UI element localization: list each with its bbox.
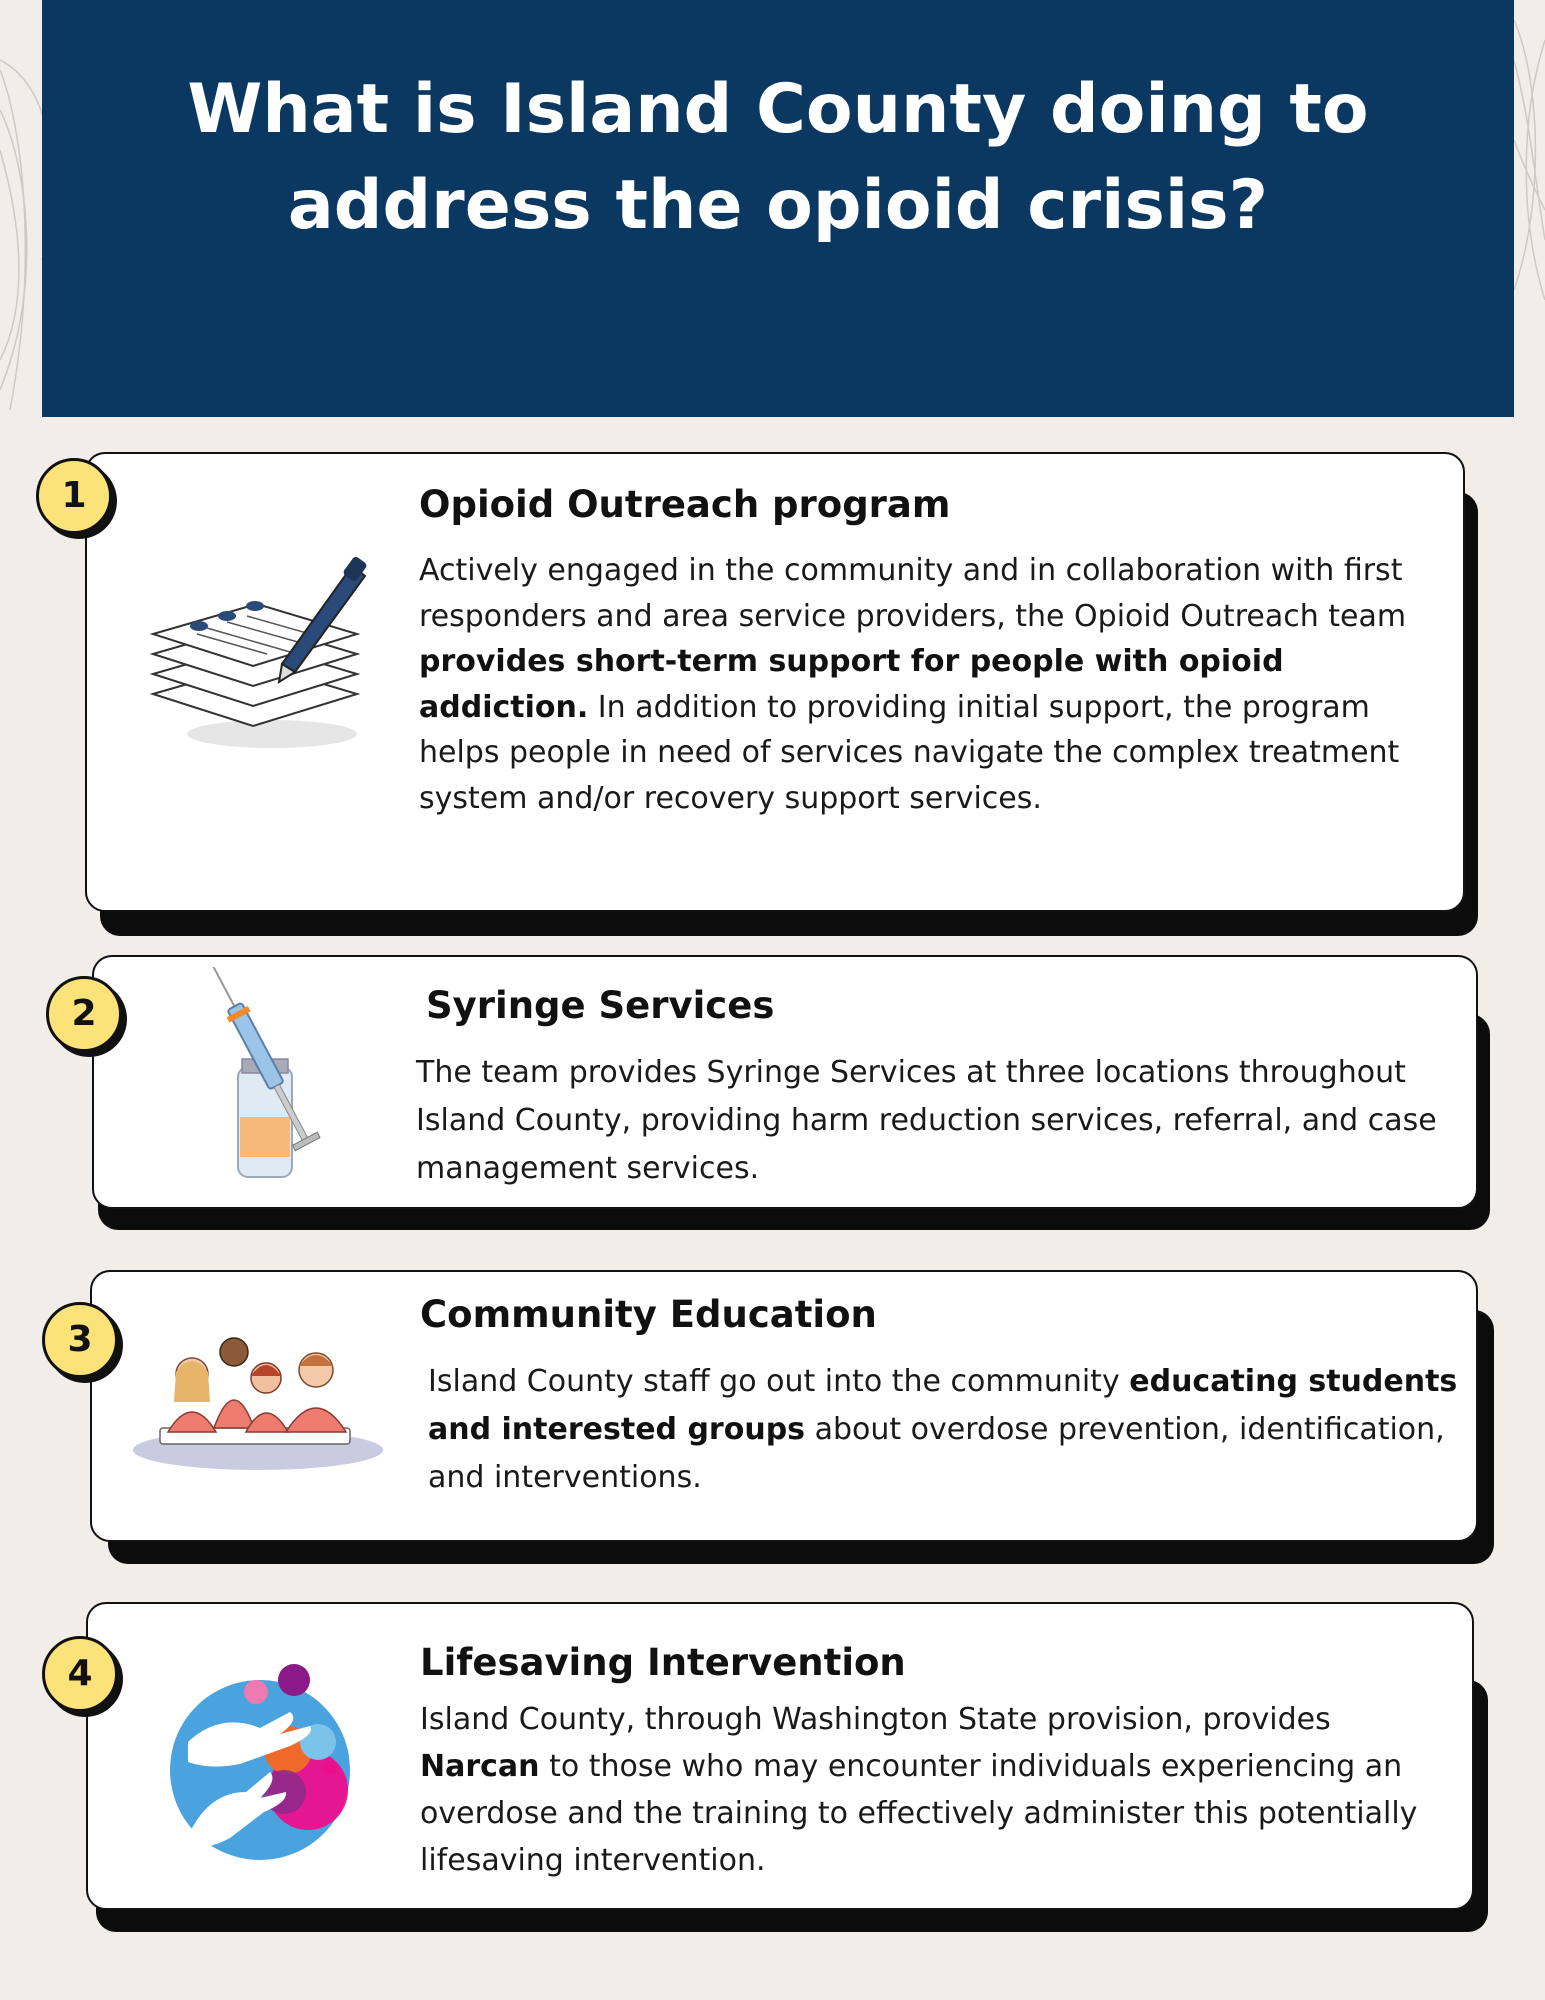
header-banner bbox=[42, 0, 1514, 417]
page-title-line-1: What is Island County doing to bbox=[187, 70, 1369, 149]
documents-pen-icon bbox=[147, 554, 387, 774]
page-title bbox=[42, 62, 1514, 254]
step-badge-3: 3 bbox=[42, 1302, 118, 1378]
helping-hands-icon bbox=[160, 1642, 400, 1872]
card-description: Actively engaged in the community and in collaboration with first responders and area service providers, the Opioid Outreach team provides short-term support for people with opioid addiction. In addition to providing initial support, the program helps people in need of services navigate the complex treatment system and/or recovery support services. bbox=[419, 553, 1407, 816]
card-title: Community Education bbox=[420, 1293, 877, 1336]
card-title: Opioid Outreach program bbox=[419, 483, 951, 526]
card-lifesaving-intervention bbox=[86, 1602, 1474, 1910]
card-title: Syringe Services bbox=[426, 984, 775, 1027]
card-highlight: educating students and interested groups bbox=[428, 1364, 1458, 1447]
page-title-line-2: address the opioid crisis? bbox=[287, 166, 1269, 245]
card-highlight: Narcan bbox=[420, 1749, 540, 1784]
step-badge-4: 4 bbox=[42, 1636, 118, 1712]
card-description: Island County, through Washington State provision, provides Narcan to those who may encounter individuals experiencing an overdose and the training to effectively administer this potentially lifesaving intervention. bbox=[420, 1702, 1418, 1878]
students-studying-icon bbox=[130, 1332, 390, 1482]
card-syringe-services bbox=[92, 955, 1478, 1209]
card-highlight: provides short-term support for people with opioid addiction. bbox=[419, 644, 1284, 725]
card-opioid-outreach bbox=[85, 452, 1465, 912]
card-description: Island County staff go out into the community educating students and interested groups about overdose prevention, identification, and interventions. bbox=[428, 1364, 1458, 1495]
card-title: Lifesaving Intervention bbox=[420, 1641, 906, 1684]
step-badge-1: 1 bbox=[36, 458, 112, 534]
step-badge-2: 2 bbox=[46, 976, 122, 1052]
card-community-education bbox=[90, 1270, 1478, 1542]
syringe-vial-icon bbox=[202, 967, 332, 1197]
card-description: The team provides Syringe Services at three locations throughout Island County, providing harm reduction services, referral, and case management services. bbox=[416, 1055, 1437, 1186]
